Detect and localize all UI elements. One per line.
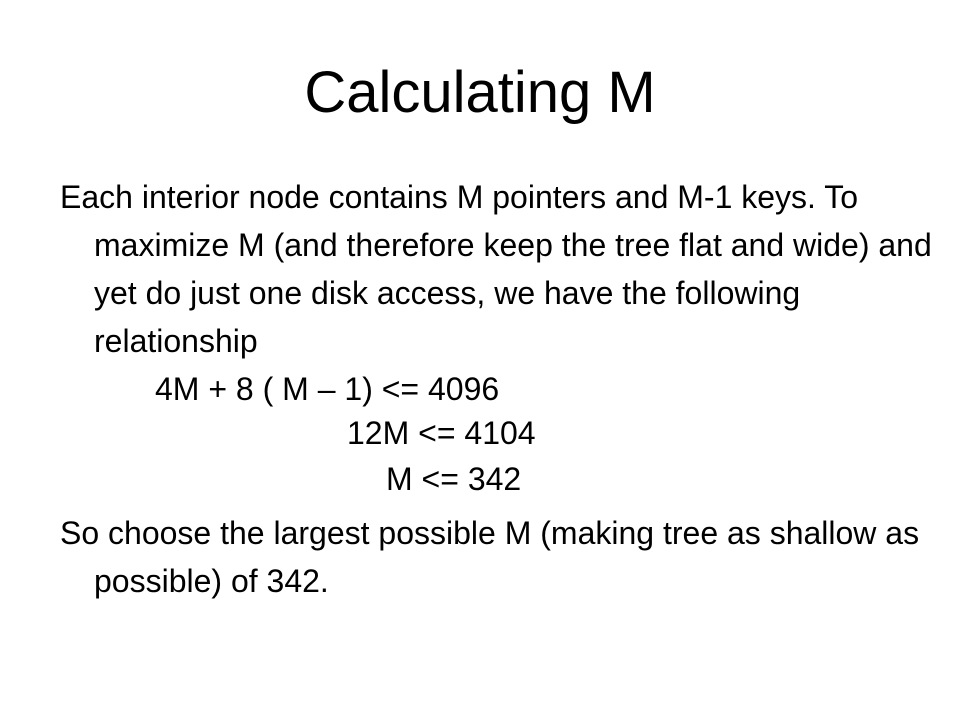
slide-title: Calculating M	[304, 60, 656, 125]
body-paragraph-interior-node: Each interior node contains M pointers and M-1 keys. To maximize M (and therefore keep the tree flat and wide) and yet do just one disk access, we have the following relationship	[60, 179, 932, 359]
equation-line-3: M <= 342	[386, 461, 522, 497]
body-paragraph-conclusion: So choose the largest possible M (making tree as shallow as possible) of 342.	[60, 515, 920, 599]
equation-line-1: 4M + 8 ( M – 1) <= 4096	[155, 371, 500, 407]
equation-line-2: 12M <= 4104	[347, 415, 536, 451]
